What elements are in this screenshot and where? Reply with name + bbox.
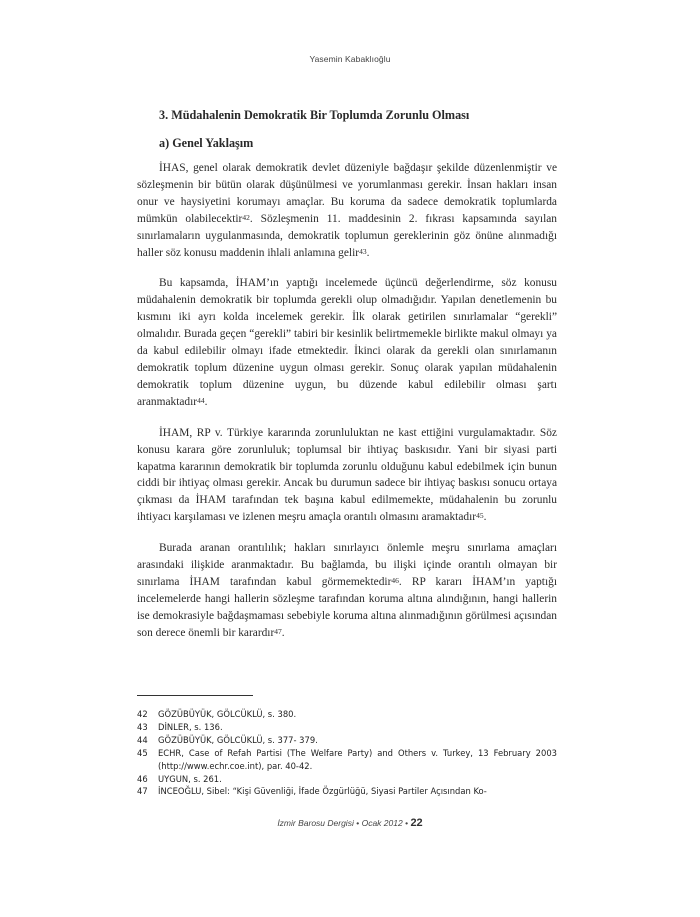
journal-name: İzmir Barosu Dergisi <box>277 818 354 828</box>
footnote-ref[interactable]: 42 <box>242 212 250 222</box>
footnote-ref[interactable]: 43 <box>359 246 367 256</box>
separator: • <box>356 818 360 828</box>
paragraph-text: İHAM, RP v. Türkiye kararında zorunluluktan ne kast ettiğini vurgulamaktadır. Söz konusu karara göre zorunluluk; toplumsal bir ihtiyaç baskısıdır. Yani bir siyasi parti kapatma kararının demokratik bir toplumda zorunlu olduğunu kabul edebilmek için bunun ciddi bir ihtiyaç olması gerekir. Ancak bu durumun sadece bir ihtiyaç baskısı sonucu ortaya çıkması da İHAM tarafından tek başına kabul edilmemekte, müdahalenin bu zorunlu ihtiyacı karşılaması ve izlenen meşru amaçla orantılı olmasını aramaktadır <box>137 426 557 524</box>
footnote-number: 44 <box>137 734 148 745</box>
footnote-number: 47 <box>137 786 148 797</box>
footnote-text: GÖZÜBÜYÜK, GÖLCÜKLÜ, s. 380. <box>158 709 297 719</box>
footnote-text: GÖZÜBÜYÜK, GÖLCÜKLÜ, s. 377- 379. <box>158 734 318 745</box>
footnote-item <box>137 785 557 798</box>
footnote-ref[interactable]: 46 <box>391 575 399 585</box>
paragraph-text: . <box>281 626 285 639</box>
footnote-item <box>137 773 557 786</box>
footnote-divider <box>137 695 253 696</box>
subsection-title: a) Genel Yaklaşım <box>159 136 254 150</box>
paragraph-text: Burada aranan orantılılık; hakları sınırlayıcı önlemle meşru sınırlama amaçları arasındaki ilişkide aranmaktadır. Bu bağlamda, bu ilişki içinde orantılı olmayan bir sınırlama İHAM tarafından kabul görmemektedir <box>137 542 557 588</box>
footnote-ref[interactable]: 44 <box>197 395 205 405</box>
paragraph-text: Bu kapsamda, İHAM’ın yaptığı incelemede üçüncü değerlendirme, söz konusu müdahalenin demokratik bir toplumda gerekli olup olmadığıdır. Yapılan denetlemenin bu kısmını iki ayrı kolda incelemek gerekir. İlk olarak getirilen sınırlamalar “gerekli” olmalıdır. Burada geçen “gerekli” tabiri bir kesinlik belirtmemekle birlikte makul olmayı ya da kabul edilebilir olmayı ifade etmektedir. İkinci olarak da gerekli olan sınırlamanın demokratik toplum düzenine uygun olması gerekir. Sonuç olarak yapılan müdahalenin demokratik toplum düzenine uygun, bu düzende kabul edilebilir olması şartı aranmaktadır <box>137 277 557 408</box>
paragraph-text: İHAS, genel olarak demokratik devlet düzeniyle bağdaşır şekilde düzenlenmiştir ve sözleşmenin bir bütün olarak düşünülmesi ve yorumlanması gerekir. İnsan hakları insan onur ve haysiyetini korumayı amaçlar. Bu koruma da sadece demokratik toplumlarda mümkün olabilecektir <box>137 162 557 225</box>
paragraph <box>137 540 557 641</box>
paragraph-text: . <box>366 246 370 259</box>
paragraph-text: . RP kararı İHAM’ın yaptığı incelemelerde hangi hallerin sözleşme tarafından koruma altına alındığının, hangi hallerin ise demokrasiyle bağdaşmaması sebebiyle koruma altına alınmadığının görülmesi açısından son derece önemli bir karardır <box>137 575 557 639</box>
footnote-item <box>137 747 557 773</box>
footnote-item <box>137 721 557 734</box>
footnote-number: 46 <box>137 773 148 784</box>
footnote-ref[interactable]: 47 <box>274 626 282 636</box>
issue-date: Ocak 2012 <box>361 818 403 828</box>
separator: • <box>405 818 409 828</box>
paragraph <box>137 275 557 410</box>
footnote-item <box>137 708 557 721</box>
footnote-number: 45 <box>137 747 148 758</box>
footnote-text: İNCEOĞLU, Sibel: “Kişi Güvenliği, İfade Özgürlüğü, Siyasi Partiler Açısından Ko- <box>158 786 487 797</box>
footnote-number: 43 <box>137 721 148 732</box>
page-footer <box>0 817 700 829</box>
section-title: 3. Müdahalenin Demokratik Bir Toplumda Zorunlu Olması <box>159 108 470 122</box>
footnote-text: ECHR, Case of Refah Partisi (The Welfare Party) and Others v. Turkey, 13 February 2003 (http://www.echr.coe.int), par. 40-42. <box>158 747 557 771</box>
footnotes <box>137 708 557 798</box>
footnote-item <box>137 734 557 747</box>
main-text <box>137 106 557 656</box>
running-header: Yasemin Kabaklıoğlu <box>309 54 391 64</box>
footnote-text: DİNLER, s. 136. <box>158 721 223 732</box>
footnote-number: 42 <box>137 709 148 719</box>
footnote-ref[interactable]: 45 <box>476 511 484 521</box>
paragraph-text: . <box>204 395 208 408</box>
footnote-text: UYGUN, s. 261. <box>158 773 222 784</box>
page-number: 22 <box>410 817 423 829</box>
paragraph-text: . Sözleşmenin 11. maddesinin 2. fıkrası kapsamında sayılan sınırlamaların uygulanmasında, demokratik toplumun gereklerinin göz önüne alınmadığı haller söz konusu maddenin ihlali anlamına gelir <box>137 212 557 259</box>
paragraph <box>137 425 557 526</box>
paragraph <box>137 160 557 261</box>
paragraph-text: . <box>483 511 487 524</box>
